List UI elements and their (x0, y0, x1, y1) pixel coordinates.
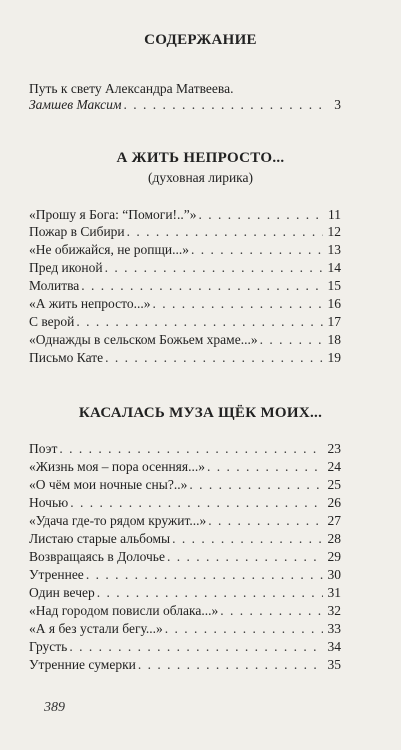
leader-dots (70, 495, 323, 511)
toc-entry-page: 18 (327, 332, 341, 347)
page-ref: 3 (334, 97, 341, 112)
leader-dots (207, 459, 323, 475)
leader-dots (105, 350, 323, 366)
toc-entry (29, 441, 341, 457)
section-title: КАСАЛАСЬ МУЗА ЩЁК МОИХ... (78, 405, 323, 421)
leader-dots (152, 296, 323, 312)
intro-title: Путь к свету Александра Матвеева. (29, 81, 234, 96)
toc-entry-page: 27 (327, 513, 341, 528)
leader-dots (260, 332, 323, 348)
toc-entry (29, 495, 341, 511)
toc-entry-title: «А я без устали бегу...» (29, 621, 163, 636)
toc-entry-title: Ночью (29, 495, 69, 510)
toc-entry-page: 31 (327, 585, 341, 600)
toc-entry (29, 207, 341, 223)
toc-entry (29, 513, 341, 529)
toc-entry-title: «Удача где-то рядом кружит...» (29, 513, 207, 528)
contents-heading: СОДЕРЖАНИЕ (144, 32, 257, 48)
toc-entry-title: «О чём мои ночные сны?..» (29, 477, 188, 492)
toc-entry-title: Поэт (29, 441, 58, 456)
leader-dots (220, 603, 323, 619)
leader-dots (81, 278, 323, 294)
toc-entry (29, 224, 341, 240)
toc-entry-page: 13 (327, 242, 341, 257)
toc-entry (29, 296, 341, 312)
leader-dots (97, 585, 323, 601)
toc-entry-title: «Не обижайся, не ропщи...» (29, 242, 190, 257)
toc-entry (29, 657, 341, 673)
page-number: 389 (44, 700, 65, 715)
toc-entry-page: 23 (327, 441, 341, 456)
toc-entry (29, 260, 341, 276)
leader-dots (208, 513, 323, 529)
toc-entry-title: «Однажды в сельском Божьем храме...» (29, 332, 258, 347)
toc-entry (29, 242, 341, 258)
toc-entry-page: 33 (327, 621, 341, 636)
toc-entry-page: 15 (327, 278, 341, 293)
toc-entry (29, 314, 341, 330)
toc-entry-title: Молитва (29, 278, 80, 293)
toc-entry (29, 639, 341, 655)
toc-entry-page: 12 (327, 224, 341, 239)
toc-entry (29, 549, 341, 565)
toc-entry-page: 11 (328, 207, 341, 222)
toc-entry-page: 29 (327, 549, 341, 564)
toc-entry-page: 32 (327, 603, 341, 618)
toc-entry-title: Возвращаясь в Долочье (29, 549, 165, 564)
toc-entry (29, 459, 341, 475)
toc-entry (29, 585, 341, 601)
leader-dots (76, 314, 323, 330)
toc-entry-title: Письмо Кате (29, 350, 104, 365)
leader-dots (189, 477, 323, 493)
toc-entry-title: Утреннее (29, 567, 84, 582)
toc-entry-title: Пожар в Сибири (29, 224, 125, 239)
leader-dots (191, 242, 323, 258)
leader-dots (167, 549, 323, 565)
toc-entry-page: 28 (327, 531, 341, 546)
leader-dots (127, 224, 323, 240)
toc-entry-title: «Прошу я Бога: “Помоги!..”» (29, 207, 197, 222)
leader-dots (69, 639, 323, 655)
intro-author: Замшев Максим (29, 97, 122, 112)
toc-entry-title: Один вечер (29, 585, 95, 600)
toc-entry (29, 350, 341, 366)
toc-entry-page: 26 (327, 495, 341, 510)
toc-entry (29, 332, 341, 348)
toc-entry-title: «Над городом повисли облака...» (29, 603, 219, 618)
intro-entry (29, 97, 341, 113)
leader-dots (165, 621, 323, 637)
toc-entry-page: 14 (327, 260, 341, 275)
toc-entry-title: Утренние сумерки (29, 657, 136, 672)
toc-entry-title: «Жизнь моя – пора осенняя...» (29, 459, 205, 474)
toc-entry-title: Грусть (29, 639, 68, 654)
leader-dots (105, 260, 323, 276)
toc-entry-page: 24 (327, 459, 341, 474)
toc-entry-page: 34 (327, 639, 341, 654)
leader-dots (86, 567, 323, 583)
leader-dots (199, 207, 323, 223)
toc-entry-title: С верой (29, 314, 75, 329)
toc-entry-title: Пред иконой (29, 260, 103, 275)
toc-entry-page: 19 (327, 350, 341, 365)
toc-entry-title: «А жить непросто...» (29, 296, 151, 311)
toc-entry-page: 25 (327, 477, 341, 492)
leader-dots (172, 531, 323, 547)
leader-dots (59, 441, 323, 457)
toc-entry-page: 35 (327, 657, 341, 672)
toc-entry (29, 477, 341, 493)
toc-entry-page: 16 (327, 296, 341, 311)
section-title: А ЖИТЬ НЕПРОСТО... (116, 150, 285, 166)
toc-entry (29, 531, 341, 547)
toc-entry (29, 603, 341, 619)
leader-dots (138, 657, 323, 673)
toc-entry-page: 17 (327, 314, 341, 329)
toc-entry-page: 30 (327, 567, 341, 582)
section-subtitle: (духовная лирика) (147, 170, 254, 185)
leader-dots (123, 97, 323, 113)
toc-entry-title: Листаю старые альбомы (29, 531, 171, 546)
toc-entry (29, 567, 341, 583)
toc-entry (29, 278, 341, 294)
toc-entry (29, 621, 341, 637)
